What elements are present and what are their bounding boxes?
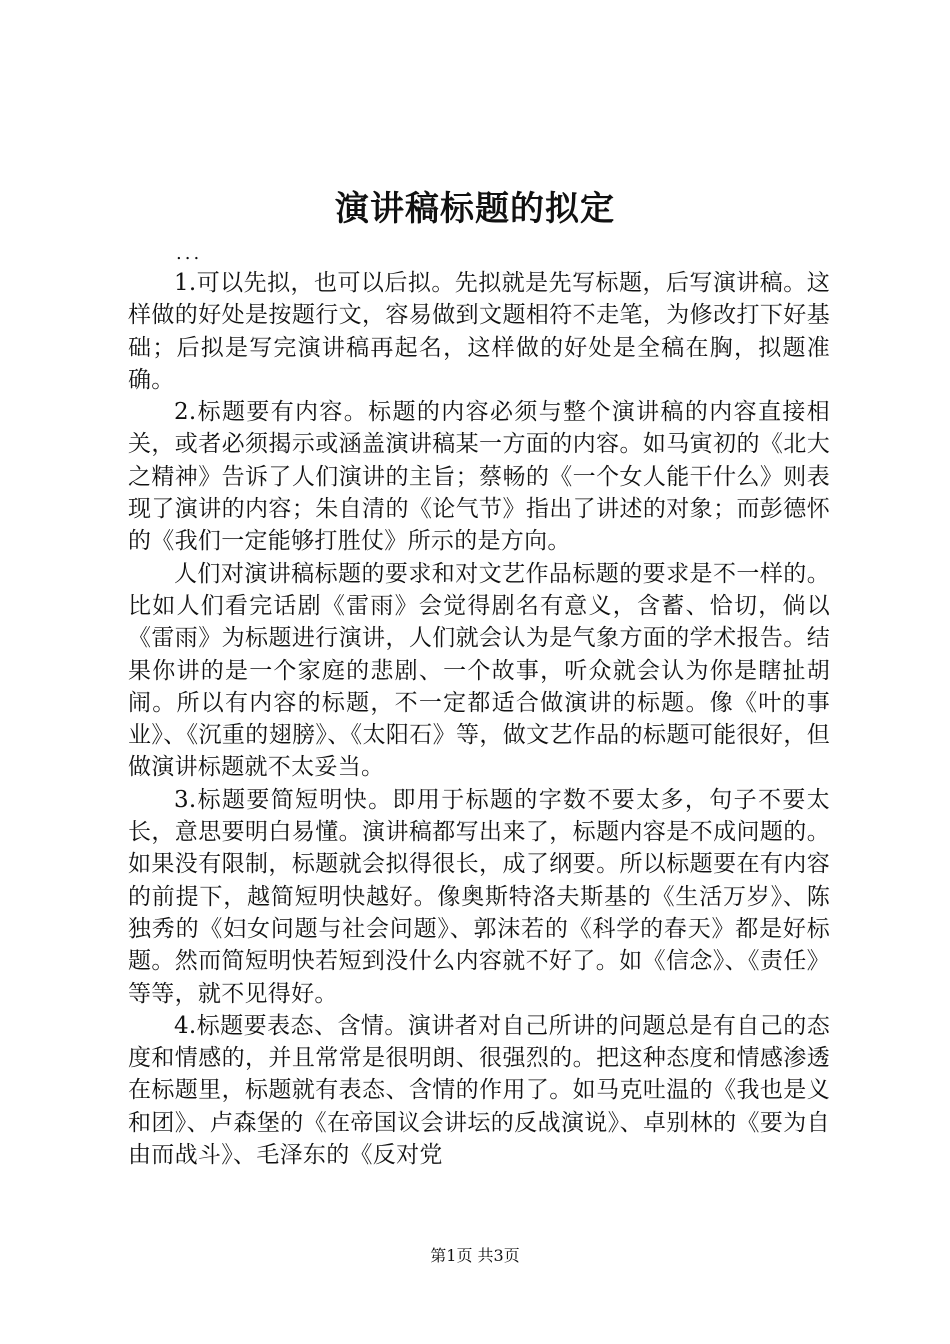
ellipsis-marker: ... xyxy=(176,243,203,264)
paragraph-5: 4.标题要表态、含情。演讲者对自己所讲的问题总是有自己的态度和情感的，并且常常是很明朗、很强烈的。把这种态度和情感渗透在标题里，标题就有表态、含情的作用了。如马克吐温的《我也是义和团》、卢森堡的《在帝国议会讲坛的反战演说》、卓别林的《要为自由而战斗》、毛泽东的《反对党 xyxy=(128,1012,830,1169)
page-footer: 第1页 共3页 xyxy=(430,1246,520,1265)
paragraph-3: 人们对演讲稿标题的要求和对文艺作品标题的要求是不一样的。比如人们看完话剧《雷雨》会觉得剧名有意义，含蓄、恰切，倘以《雷雨》为标题进行演讲，人们就会认为是气象方面的学术报告。结果你讲的是一个家庭的悲剧、一个故事，听众就会认为你是瞎扯胡闹。所以有内容的标题，不一定都适合做演讲的标题。像《叶的事业》、《沉重的翅膀》、《太阳石》等，做文艺作品的标题可能很好，但做演讲标题就不太妥当。 xyxy=(128,560,830,781)
paragraph-1: 1.可以先拟，也可以后拟。先拟就是先写标题，后写演讲稿。这样做的好处是按题行文，容易做到文题相符不走笔，为修改打下好基础；后拟是写完演讲稿再起名，这样做的好处是全稿在胸，拟题准确。 xyxy=(128,270,830,393)
paragraph-4: 3.标题要简短明快。即用于标题的字数不要太多，句子不要太长，意思要明白易懂。演讲稿都写出来了，标题内容是不成问题的。如果没有限制，标题就会拟得很长，成了纲要。所以标题要在有内容的前提下，越简短明快越好。像奥斯特洛夫斯基的《生活万岁》、陈独秀的《妇女问题与社会问题》、郭沫若的《科学的春天》都是好标题。然而简短明快若短到没什么内容就不好了。如《信念》、《责任》等等，就不见得好。 xyxy=(128,786,830,1007)
document-title: 演讲稿标题的拟定 xyxy=(335,189,615,229)
document-body xyxy=(128,267,830,1171)
paragraph-2: 2.标题要有内容。标题的内容必须与整个演讲稿的内容直接相关，或者必须揭示或涵盖演讲稿某一方面的内容。如马寅初的《北大之精神》告诉了人们演讲的主旨；蔡畅的《一个女人能干什么》则表现了演讲的内容；朱自清的《论气节》指出了讲述的对象；而彭德怀的《我们一定能够打胜仗》所示的是方向。 xyxy=(128,399,830,555)
